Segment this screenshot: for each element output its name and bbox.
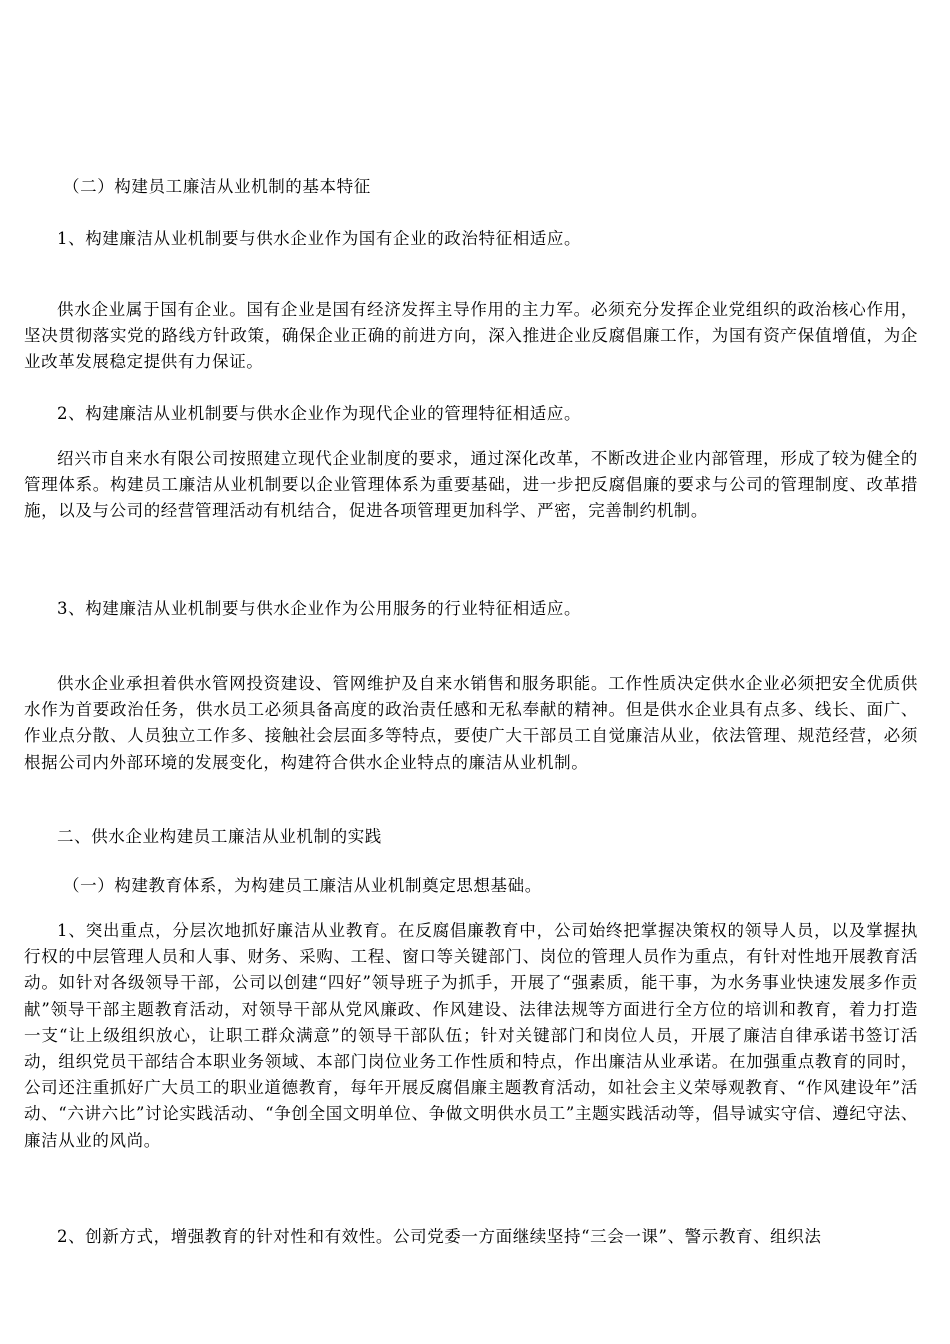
body-paragraph-2: 绍兴市自来水有限公司按照建立现代企业制度的要求，通过深化改革，不断改进企业内部管理，形成了较为健全的管理体系。构建员工廉洁从业机制要以企业管理体系为重要基础，进一步把反腐倡廉的要求与公司的管理制度、改革措施，以及与公司的经营管理活动有机结合，促进各项管理更加科学、严密，完善制约机制。 [24, 449, 918, 521]
section-heading: （一）构建教育体系，为构建员工廉洁从业机制奠定思想基础。 [63, 876, 542, 895]
point-heading-2: 2、构建廉洁从业机制要与供水企业作为现代企业的管理特征相适应。 [57, 404, 582, 423]
point-heading-1: 1、构建廉洁从业机制要与供水企业作为国有企业的政治特征相适应。 [57, 229, 582, 248]
body-paragraph-5: 2、创新方式，增强教育的针对性和有效性。公司党委一方面继续坚持“三会一课”、警示教育、组织法 [57, 1227, 822, 1246]
body-paragraph-4: 1、突出重点，分层次地抓好廉洁从业教育。在反腐倡廉教育中，公司始终把掌握决策权的领导人员，以及掌握执行权的中层管理人员和人事、财务、采购、工程、窗口等关键部门、岗位的管理人员作为重点，有针对性地开展教育活动。如针对各级领导干部，公司以创建“四好”领导班子为抓手，开展了“强素质，能干事，为水务事业快速发展多作贡献”领导干部主题教育活动，对领导干部从党风廉政、作风建设、法律法规等方面进行全方位的培训和教育，着力打造一支“让上级组织放心，让职工群众满意”的领导干部队伍；针对关键部门和岗位人员，开展了廉洁自律承诺书签订活动，组织党员干部结合本职业务领域、本部门岗位业务工作性质和特点，作出廉洁从业承诺。在加强重点教育的同时，公司还注重抓好广大员工的职业道德教育，每年开展反腐倡廉主题教育活动，如社会主义荣辱观教育、“作风建设年”活动、“六讲六比”讨论实践活动、“争创全国文明单位、争做文明供水员工”主题实践活动等，倡导诚实守信、遵纪守法、廉洁从业的风尚。 [24, 921, 918, 1150]
section-subheading: （二）构建员工廉洁从业机制的基本特征 [63, 177, 371, 196]
body-paragraph-3: 供水企业承担着供水管网投资建设、管网维护及自来水销售和服务职能。工作性质决定供水企业必须把安全优质供水作为首要政治任务，供水员工必须具备高度的政治责任感和无私奉献的精神。但是供水企业具有点多、线长、面广、作业点分散、人员独立工作多、接触社会层面多等特点，要使广大干部员工自觉廉洁从业，依法管理、规范经营，必须根据公司内外部环境的发展变化，构建符合供水企业特点的廉洁从业机制。 [24, 674, 918, 772]
point-heading-3: 3、构建廉洁从业机制要与供水企业作为公用服务的行业特征相适应。 [57, 599, 582, 618]
chapter-heading: 二、供水企业构建员工廉洁从业机制的实践 [57, 827, 382, 846]
body-paragraph-1: 供水企业属于国有企业。国有企业是国有经济发挥主导作用的主力军。必须充分发挥企业党组织的政治核心作用，坚决贯彻落实党的路线方针政策，确保企业正确的前进方向，深入推进企业反腐倡廉工作，为国有资产保值增值，为企业改革发展稳定提供有力保证。 [24, 300, 918, 372]
